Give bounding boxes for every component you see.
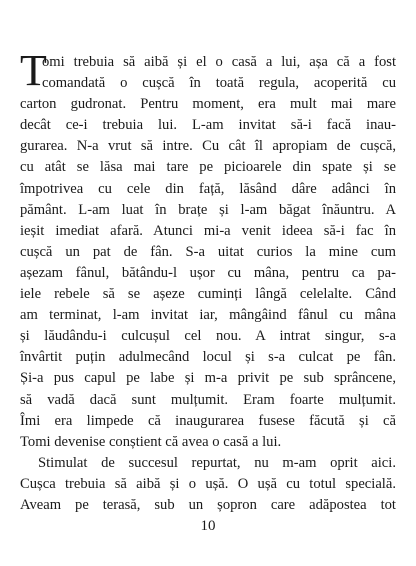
text-line: carton gudronat. Pentru moment, era mult mai mare (20, 96, 396, 113)
text-line: Și-a pus capul pe labe și m-a privit pe sub sprâncene, (20, 370, 396, 387)
body-text (20, 46, 396, 516)
text-line: comandată o cușcă în toată regula, acoperită cu (42, 75, 396, 92)
text-line: gurarea. N-a vrut să intre. Cu cât îl apropiam de cușcă, (20, 138, 396, 155)
text-line: și lăudându-i culcușul cel nou. A intrat singur, s-a (20, 328, 396, 345)
text-line: învârtit puțin adulmecând locul și s-a culcat pe fân. (20, 349, 396, 366)
text-line: omi trebuia să aibă și el o casă a lui, așa că a fost (42, 54, 396, 70)
text-line: cușcă un pat de fân. S-a uitat curios la mine cum (20, 243, 396, 260)
text-line: am terminat, l-am invitat iar, mângâind fânul cu mâna (20, 307, 396, 324)
text-line: cu atât se lăsa mai tare pe picioarele din spate și se (20, 159, 396, 176)
page-number: 10 (200, 518, 216, 534)
text-line: împotrivea cu cele din față, lăsând dâre adânci în (20, 180, 396, 197)
text-line: Aveam pe terasă, sub un șopron care adăpostea tot (20, 496, 396, 513)
text-line: Îmi era limpede că inaugurarea fusese făcută și că (20, 412, 396, 429)
text-line: decât ce-i trebuia lui. L-am invitat să-i facă inau- (20, 117, 396, 134)
text-line: iele rebele să se așeze cuminți lângă celelalte. Când (20, 286, 396, 303)
drop-cap-letter: T (20, 46, 47, 95)
text-line: Stimulat de succesul repurtat, nu m-am oprit aici. (38, 454, 396, 471)
text-line: așezam fânul, bătându-l ușor cu mâna, pentru ca pa- (20, 264, 396, 281)
text-line: să vadă dacă sunt mulțumit. Eram foarte mulțumit. (20, 391, 396, 408)
text-line: Tomi devenise conștient că avea o casă a lui. (20, 433, 282, 450)
text-line: pământ. L-am luat în brațe și l-am băgat înăuntru. A (20, 201, 396, 218)
text-line: ieșit imediat afară. Atunci mi-a venit ideea să-i fac în (20, 222, 396, 239)
text-line: Cușca trebuia să aibă și o ușă. O ușă cu totul specială. (20, 475, 396, 492)
